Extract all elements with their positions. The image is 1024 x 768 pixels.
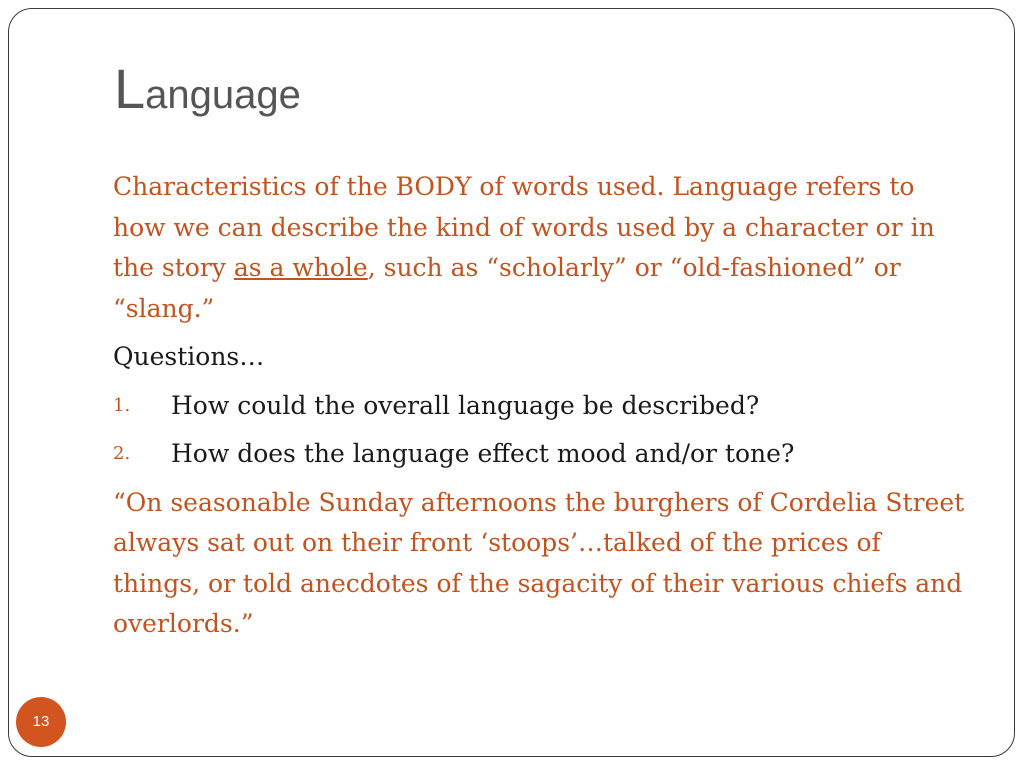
slide-body xyxy=(113,167,973,645)
page-number-badge: 13 xyxy=(16,697,66,747)
definition-paragraph xyxy=(113,167,973,329)
definition-text-1: Characteristics of the BODY of words used. Language refers to how we can describe the kind of words used by a character or in the story xyxy=(113,172,935,282)
question-item xyxy=(113,386,973,427)
quote-paragraph: “On seasonable Sunday afternoons the burghers of Cordelia Street always sat out on their front ‘stoops’…talked of the prices of things, or told anecdotes of the sagacity of their various chiefs and overlords.” xyxy=(113,487,965,638)
title-rest: anguage xyxy=(145,73,301,117)
definition-text-2: , such as “scholarly” or “old-fashioned” or “slang.” xyxy=(113,253,901,323)
definition-underlined: as a whole xyxy=(233,253,368,282)
question-text: How could the overall language be described? xyxy=(171,390,760,420)
question-number: 1. xyxy=(113,394,131,416)
question-text: How does the language effect mood and/or tone? xyxy=(171,439,795,468)
title-initial: L xyxy=(114,57,146,120)
question-item xyxy=(113,434,973,475)
questions-label: Questions… xyxy=(113,342,265,371)
question-number: 2. xyxy=(113,443,131,464)
slide-title xyxy=(114,56,301,121)
